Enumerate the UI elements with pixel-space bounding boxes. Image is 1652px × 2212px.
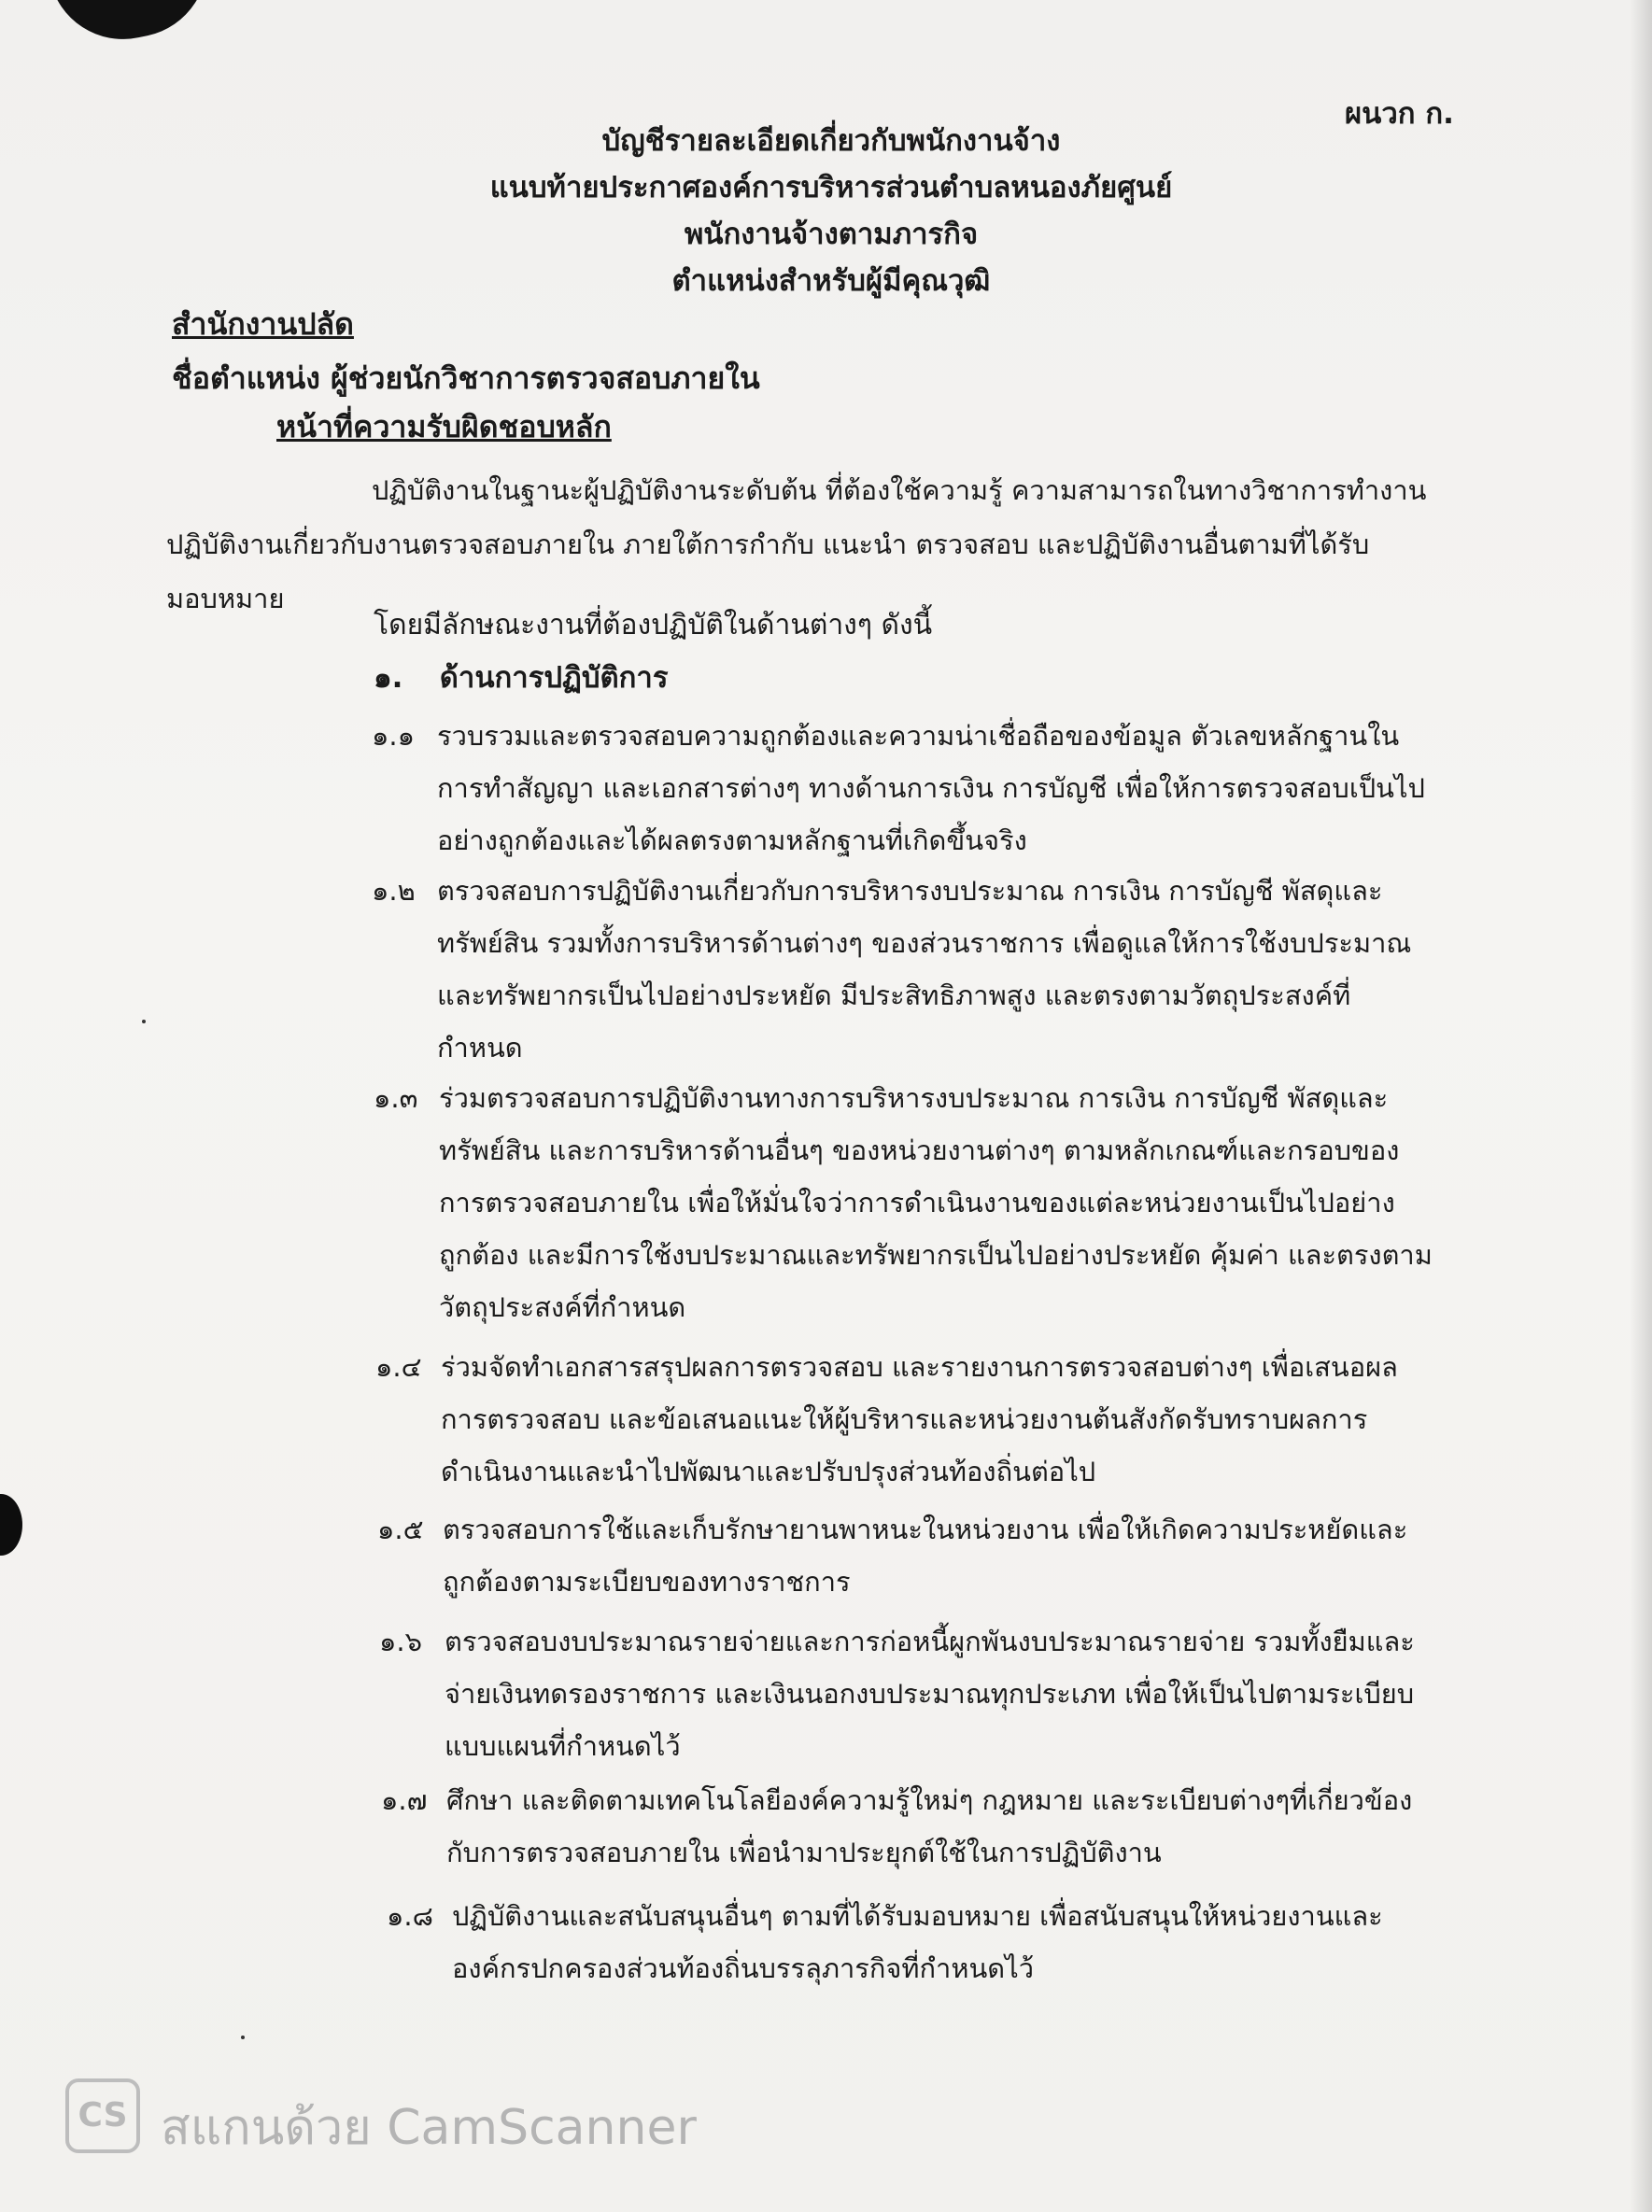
- duty-item-number: ๑.๓: [374, 1082, 418, 1114]
- duty-item: [377, 1503, 1408, 1608]
- page-edge-shadow: [1630, 0, 1652, 2212]
- duty-item-line: ร่วมจัดทำเอกสารสรุปผลการตรวจสอบ และรายงานการตรวจสอบต่างๆ เพื่อเสนอผล: [441, 1351, 1398, 1383]
- duty-item-number: ๑.๗: [381, 1784, 428, 1816]
- duty-item-line: กำหนด: [437, 1032, 523, 1064]
- document-title: [355, 118, 1307, 304]
- duty-item-line: อย่างถูกต้องและได้ผลตรงตามหลักฐานที่เกิดขึ้นจริง: [437, 824, 1027, 856]
- section-title: ด้านการปฏิบัติการ: [439, 661, 669, 695]
- duties-heading: หน้าที่ความรับผิดชอบหลัก: [276, 409, 612, 444]
- duty-item-number: ๑.๕: [377, 1514, 424, 1545]
- title-line: พนักงานจ้างตามภารกิจ: [684, 218, 979, 251]
- duty-item-line: รวบรวมและตรวจสอบความถูกต้องและความน่าเชื่อถือของข้อมูล ตัวเลขหลักฐานใน: [437, 720, 1400, 752]
- summary-line: มอบหมาย: [166, 583, 285, 614]
- section-heading: [374, 654, 668, 700]
- duty-item-line: ตรวจสอบการปฏิบัติงานเกี่ยวกับการบริหารงบประมาณ การเงิน การบัญชี พัสดุและ: [437, 875, 1383, 907]
- title-line: แนบท้ายประกาศองค์การบริหารส่วนตำบลหนองภัยศูนย์: [489, 171, 1173, 204]
- duty-item-line: กับการตรวจสอบภายใน เพื่อนำมาประยุกต์ใช้ในการปฏิบัติงาน: [446, 1837, 1162, 1868]
- duty-item: [375, 1341, 1398, 1498]
- duty-item: [372, 710, 1425, 866]
- title-line: บัญชีรายละเอียดเกี่ยวกับพนักงานจ้าง: [601, 124, 1061, 158]
- punch-hole: [0, 1494, 22, 1556]
- duty-item-line: องค์กรปกครองส่วนท้องถิ่นบรรลุภารกิจที่กำหนดไว้: [452, 1952, 1034, 1984]
- duty-item-number: ๑.๔: [375, 1351, 422, 1383]
- camscanner-logo-icon: CS: [65, 2078, 140, 2153]
- duty-item-number: ๑.๑: [372, 720, 416, 752]
- position-title: ชื่อตำแหน่ง ผู้ช่วยนักวิชาการตรวจสอบภายใน: [172, 360, 760, 396]
- duty-item-line: การตรวจสอบ และข้อเสนอแนะให้ผู้บริหารและหน่วยงานต้นสังกัดรับทราบผลการ: [441, 1403, 1368, 1435]
- summary-line: ปฏิบัติงานในฐานะผู้ปฏิบัติงานระดับต้น ที่ต้องใช้ความรู้ ความสามารถในทางวิชาการทำงาน: [372, 474, 1427, 506]
- duty-item-line: การทำสัญญา และเอกสารต่างๆ ทางด้านการเงิน การบัญชี เพื่อให้การตรวจสอบเป็นไป: [437, 772, 1425, 804]
- annex-label: ผนวก ก.: [1345, 97, 1454, 131]
- duty-item-line: ทรัพย์สิน รวมทั้งการบริหารด้านต่างๆ ของส่วนราชการ เพื่อดูแลให้การใช้งบประมาณ: [437, 927, 1412, 959]
- dust-speck: [142, 1020, 146, 1023]
- duty-item: [387, 1890, 1383, 1994]
- duty-item-line: วัตถุประสงค์ที่กำหนด: [439, 1291, 686, 1323]
- dust-speck: [241, 2036, 245, 2039]
- duty-item-line: แบบแผนที่กำหนดไว้: [445, 1730, 681, 1762]
- duty-item-line: ทรัพย์สิน และการบริหารด้านอื่นๆ ของหน่วยงานต่างๆ ตามหลักเกณฑ์และกรอบของ: [439, 1134, 1400, 1166]
- summary-line: ปฏิบัติงานเกี่ยวกับงานตรวจสอบภายใน ภายใต้การกำกับ แนะนำ ตรวจสอบ และปฏิบัติงานอื่นตามที่ได้รับ: [166, 528, 1370, 560]
- intro-text: โดยมีลักษณะงานที่ต้องปฏิบัติในด้านต่างๆ ดังนี้: [374, 609, 933, 641]
- camscanner-watermark: สแกนด้วย CamScanner: [161, 2100, 697, 2156]
- duty-item-line: ศึกษา และติดตามเทคโนโลยีองค์ความรู้ใหม่ๆ กฎหมาย และระเบียบต่างๆที่เกี่ยวข้อง: [446, 1784, 1413, 1816]
- scan-corner-shadow: [50, 0, 221, 53]
- duty-item: [372, 865, 1412, 1074]
- duty-item-line: จ่ายเงินทดรองราชการ และเงินนอกงบประมาณทุกประเภท เพื่อให้เป็นไปตามระเบียบ: [445, 1678, 1415, 1710]
- duty-item-line: ตรวจสอบการใช้และเก็บรักษายานพาหนะในหน่วยงาน เพื่อให้เกิดความประหยัดและ: [443, 1514, 1408, 1545]
- duty-item-line: ถูกต้องตามระเบียบของทางราชการ: [443, 1566, 851, 1598]
- duty-item-line: ถูกต้อง และมีการใช้งบประมาณและทรัพยากรเป็นไปอย่างประหยัด คุ้มค่า และตรงตาม: [439, 1239, 1433, 1271]
- duty-item-line: ตรวจสอบงบประมาณรายจ่ายและการก่อหนี้ผูกพันงบประมาณรายจ่าย รวมทั้งยืมและ: [445, 1626, 1415, 1657]
- duty-item-line: การตรวจสอบภายใน เพื่อให้มั่นใจว่าการดำเนินงานของแต่ละหน่วยงานเป็นไปอย่าง: [439, 1187, 1395, 1219]
- duty-item-number: ๑.๘: [387, 1900, 433, 1932]
- summary-paragraph: [166, 463, 1474, 626]
- duty-item: [379, 1615, 1415, 1772]
- duty-item-number: ๑.๒: [372, 875, 416, 907]
- duty-item-line: ปฏิบัติงานและสนับสนุนอื่นๆ ตามที่ได้รับมอบหมาย เพื่อสนับสนุนให้หน่วยงานและ: [452, 1900, 1383, 1932]
- duty-item-line: และทรัพยากรเป็นไปอย่างประหยัด มีประสิทธิภาพสูง และตรงตามวัตถุประสงค์ที่: [437, 979, 1351, 1011]
- duty-item-line: ร่วมตรวจสอบการปฏิบัติงานทางการบริหารงบประมาณ การเงิน การบัญชี พัสดุและ: [439, 1082, 1389, 1114]
- duty-item: [374, 1072, 1433, 1333]
- duty-item-number: ๑.๖: [379, 1626, 423, 1657]
- duty-item: [381, 1774, 1413, 1879]
- title-line: ตำแหน่งสำหรับผู้มีคุณวุฒิ: [671, 264, 991, 298]
- section-number: ๑.: [374, 661, 403, 695]
- duty-item-line: ดำเนินงานและนำไปพัฒนาและปรับปรุงส่วนท้องถิ่นต่อไป: [441, 1456, 1096, 1487]
- department-heading: สำนักงานปลัด: [172, 306, 354, 342]
